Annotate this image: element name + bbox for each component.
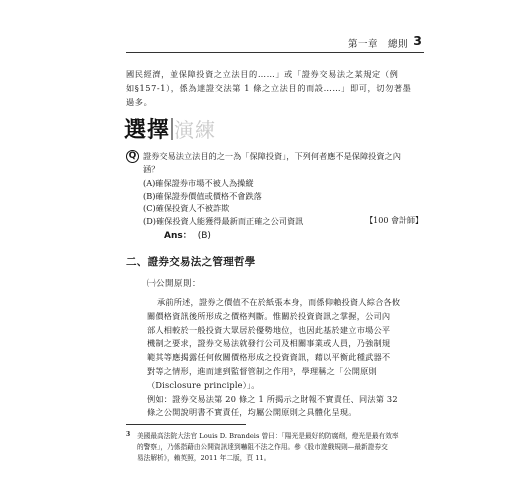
answer-value: (B) [197,231,211,241]
intro-line: 國民經濟，並保障投資之立法目的……」或「證券交易法之某規定（例 [126,69,399,79]
footnote-line: 易法解析》，賴英照，2011 年二版，頁 11。 [137,454,271,462]
body-line: 機制之要求，證券交易法就發行公司及相關事業或人員，乃強制規 [147,338,391,349]
question-icon: Q [126,150,139,163]
body-line: 對等之情形，進而達到監督管制之作用³，學理稱之「公開原則 [147,365,377,376]
subsection-heading: ㈠公開原則： [147,279,202,289]
answer-line [164,228,211,241]
exercise-heading [124,113,216,143]
body-line: 部人相較於一般投資大眾居於優勢地位，也因此基於建立市場公平 [147,324,391,335]
option-b: (B)確保證券價值或價格不會跌落 [143,190,262,201]
section-heading: 二、證券交易法之管理哲學 [126,256,256,268]
footnote-marker: 3 [126,431,131,438]
section-body [147,296,425,420]
body-line: 承前所述，證券之價值不在於紙張本身，而係仰賴投資人綜合各攸 [157,297,401,307]
intro-line: 如§157-1），係為達證交法第 1 條之立法目的而設……」即可，切勿著墨 [126,83,412,93]
footnote-line: 的警察」，乃係指藉由公開資訊達到嚇阻不法之作用。參《股市遊戲規則—最新證券交 [137,443,388,451]
body-line: 條之公開說明書不實責任，均屬公開原則之具體化呈現。 [147,407,357,418]
exercise-title: 選擇 [124,118,171,143]
answer-label: Ans： [164,231,192,241]
exam-source-tag: 【100 會計師】 [365,216,423,225]
header-rule [126,52,424,53]
footnote-line: 美國最高法院大法官 Louis D. Brandeis 曾曰：「陽光是最好的防腐劑，燈光是最有效率 [137,432,399,440]
body-line: 例如：證券交易法第 20 條之 1 所揭示之財報不實責任、同法第 32 [147,393,398,404]
body-line: 關價格資訊後所形成之價格判斷。惟關於投資資訊之掌握，公司內 [147,310,391,321]
option-c: (C)確保投資人不被詐欺 [143,203,230,214]
option-a: (A)確保證券市場不被人為操縱 [143,178,254,188]
question-line: 涵？ [143,164,160,174]
heading-divider [171,118,173,140]
question-text [143,150,423,176]
page-number: 3 [413,33,422,48]
exercise-title-shadow: 演練 [174,118,217,142]
option-d: (D)確保投資人能獲得最新而正確之公司資訊 [143,215,304,226]
body-line: 範其等應揭露任何攸關價格形成之投資資訊，藉以平衡此種武器不 [147,352,391,363]
running-header [0,0,520,52]
footnote-rule [126,424,246,425]
chapter-title: 第一章 總則 [347,39,408,50]
footnote-text [137,431,427,464]
question-line: 證券交易法立法目的之一為「保障投資」，下列何者應不是保障投資之內 [143,151,401,161]
intro-line: 過多。 [126,97,153,107]
answer-options [143,177,423,227]
body-line: （Disclosure principle）」。 [147,379,260,390]
intro-paragraph [126,67,424,109]
